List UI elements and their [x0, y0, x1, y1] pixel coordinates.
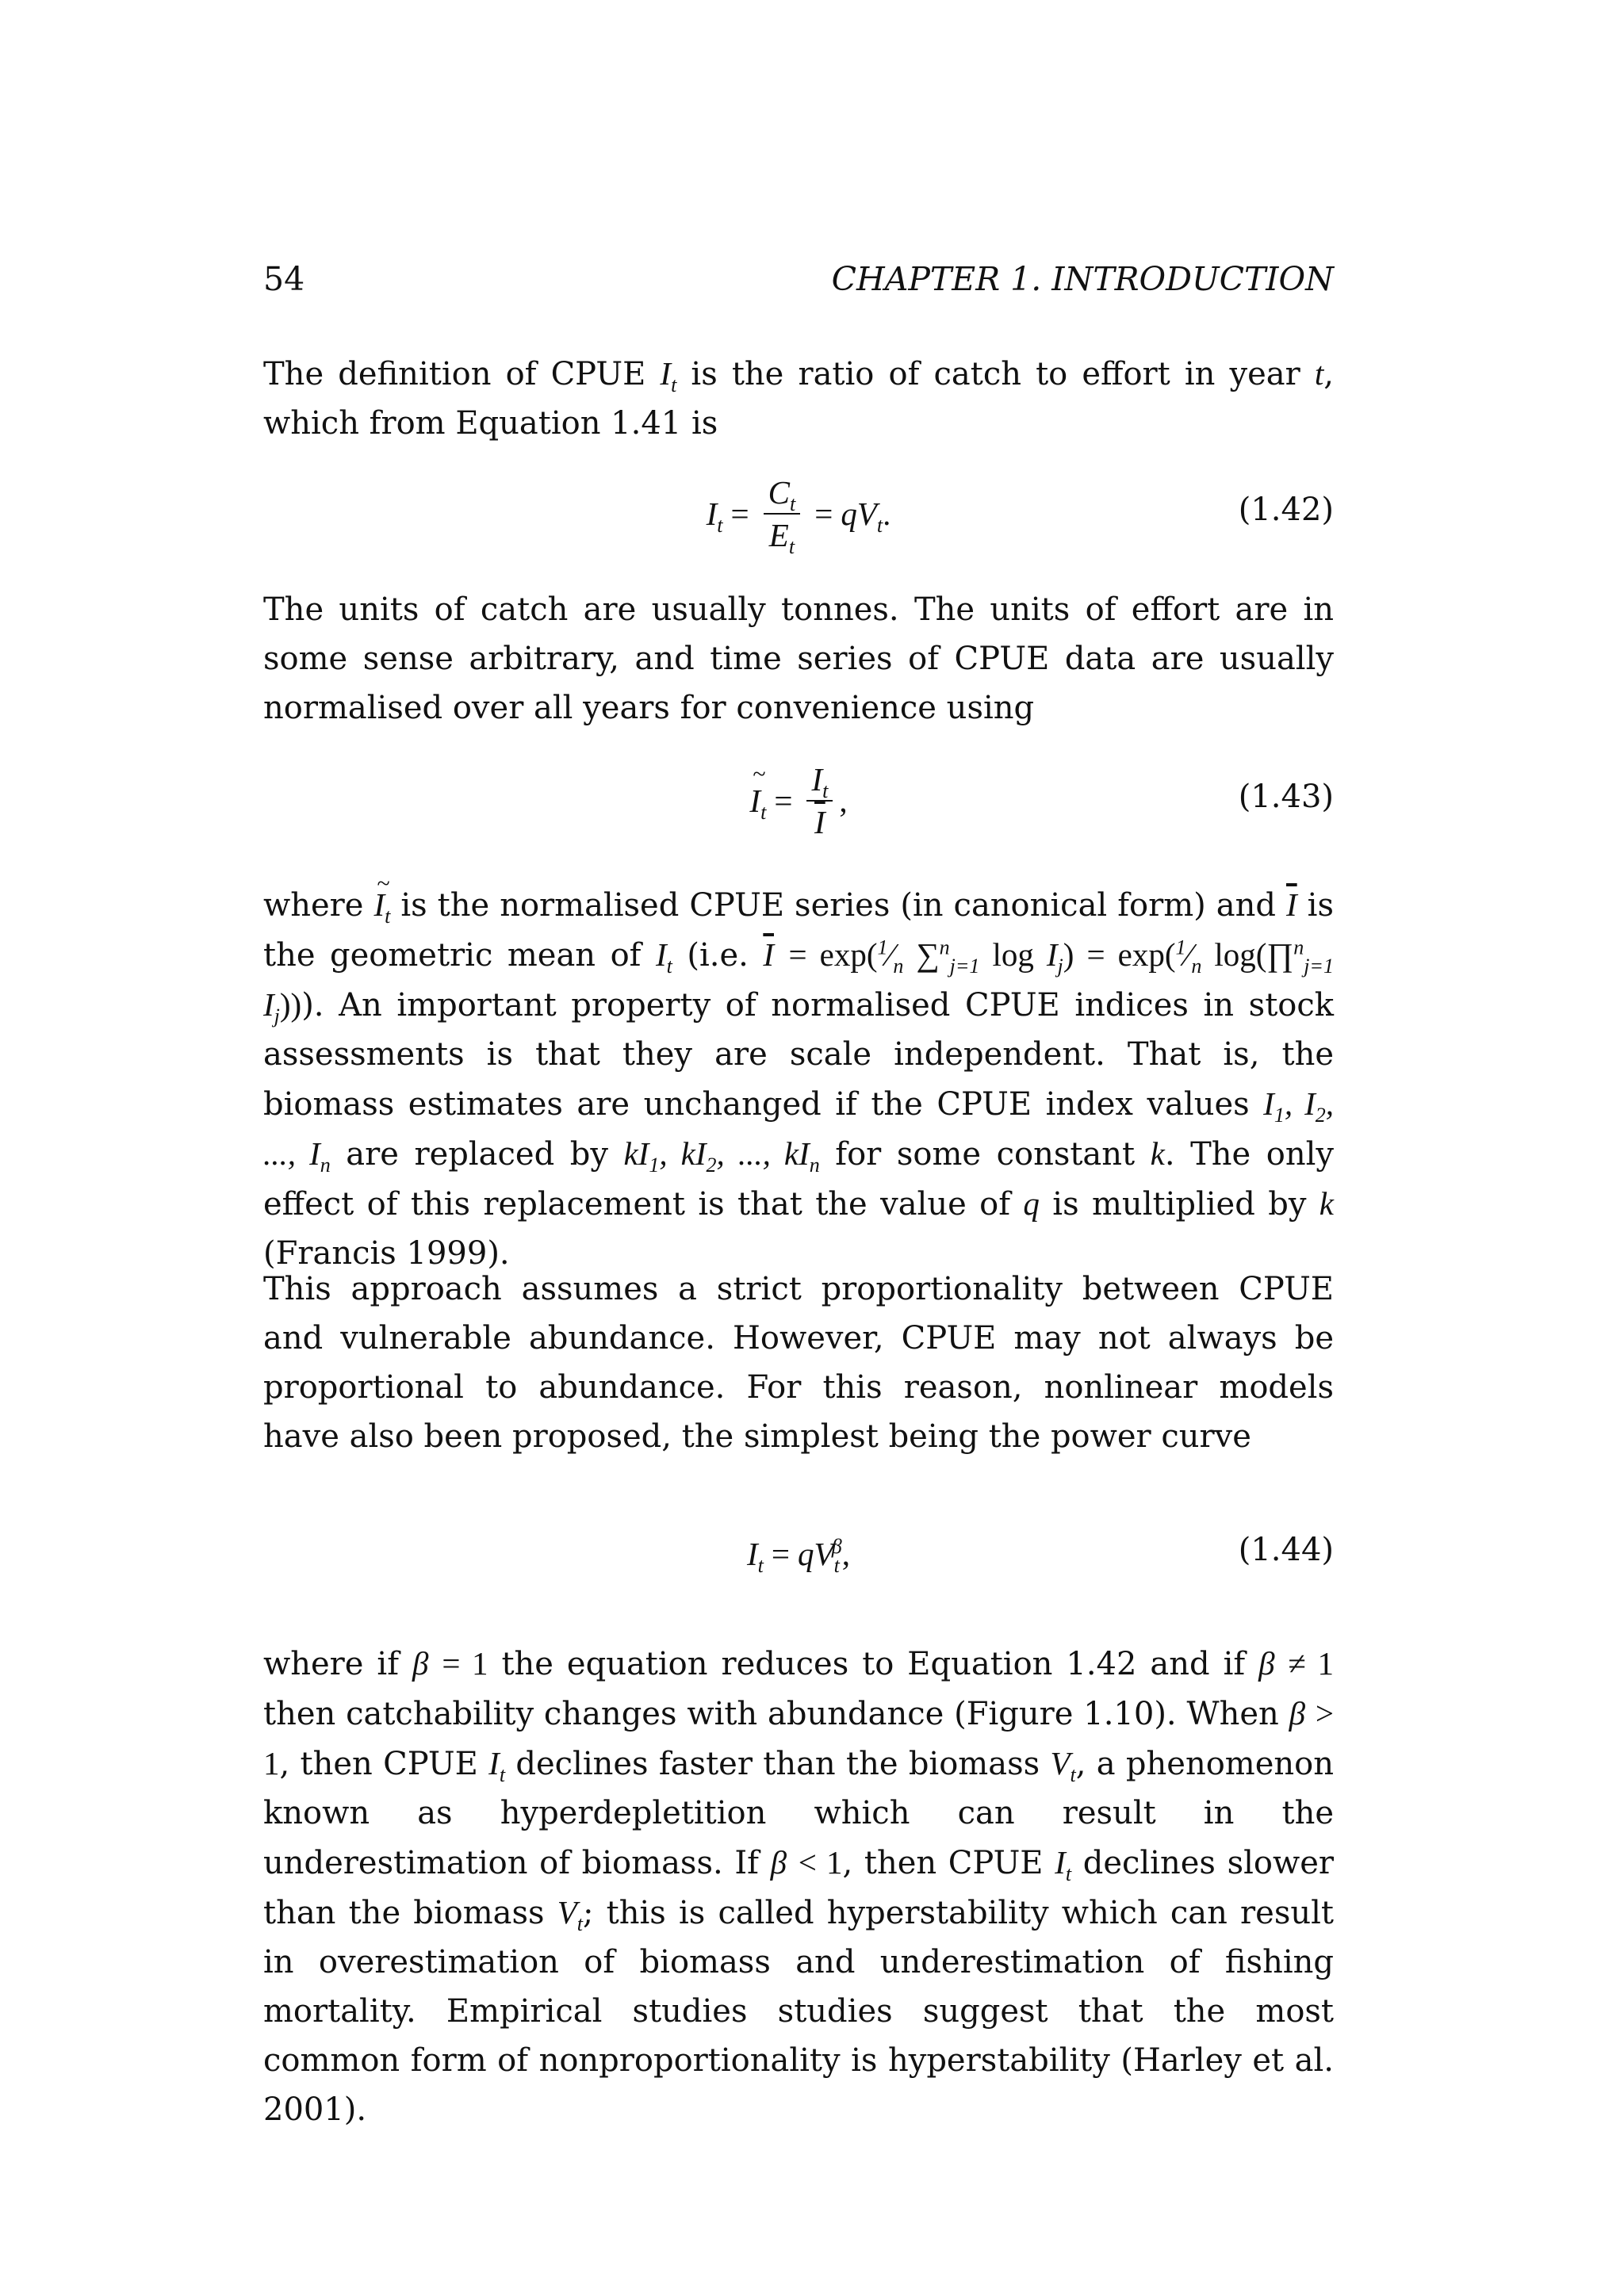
text-run: where — [263, 887, 374, 924]
paragraph-proportionality: This approach assumes a strict proportionality between CPUE and vulnerable abundance. However, CPUE may not always be proportional to abundance. For this reason, nonlinear models have also been proposed, the simplest being the power curve — [263, 1271, 1334, 1455]
text-run: then catchability changes with abundance (Figure 1.10). When — [263, 1696, 1289, 1732]
text-run: , then CPUE — [279, 1746, 489, 1782]
equation-1-43: ~ $I_t$ = $\frac{I_t}{I}$ , (1.43) — [263, 753, 1334, 848]
text-run: for some constant — [819, 1136, 1151, 1173]
equation-number: (1.44) — [1238, 1532, 1334, 1568]
running-header — [263, 260, 1334, 303]
text-run: , a phenomenon known as hyperdepletition which can result in the underestimation of biomass. If — [263, 1746, 1335, 1881]
paragraph-normalised-cpue: where ~ $I_t$ is the normalised CPUE series (in canonical form) and $\overline{I}$ is the geometric mean of $I_t$ (i.e. $\overline{I}$ = $\exp(^1⁄_n$ ∑$^n_{j=1}$ $\log I_j$) = $\exp(^1⁄_n$ log(∏$^n_{j=1}$ $I_j$))). An important property of normalised CPUE indices in stock assessments is that they are scale independent. That is, the biomass estimates are unchanged if the CPUE index values $I_1$, $I_2$, ..., $I_n$ are replaced by $kI_1$, $kI_2$, ..., $kI_n$ for some constant k. The only effect of this replacement is that the value of q is multiplied by k (Francis 1999). — [263, 880, 1334, 1278]
text-run: , then CPUE — [842, 1845, 1055, 1881]
paragraph-cpue-definition: The definition of CPUE $I_t$ is the ratio of catch to effort in year t, which from Equation 1.41 is — [263, 355, 1334, 442]
text-run: . The only effect of this replacement is that the value of — [263, 1136, 1334, 1223]
text-run: declines slower than the biomass — [263, 1845, 1335, 1931]
text-run: where if — [263, 1646, 412, 1682]
text-run: (i.e. — [672, 937, 764, 974]
text-run: are replaced by — [330, 1136, 624, 1173]
equation-number: (1.43) — [1238, 779, 1334, 815]
text-run: ; this is called hyperstability which can result in overestimation of biomass and underestimation of fishing mortality. Empirical studies studies suggest that the most common form of nonproportionality is hyperstability (Harley et al. 2001). — [263, 1895, 1334, 2128]
text-run: the equation reduces to Equation 1.42 and if — [488, 1646, 1259, 1682]
equation-number: (1.42) — [1238, 492, 1334, 528]
text-run: is the ratio of catch to effort in year — [676, 356, 1315, 392]
equation-1-42: $I_t$ = $\frac{C_t}{E_t}$ = $qV_t$ . (1.42) — [706, 474, 1334, 559]
page-number: 54 — [263, 260, 305, 298]
equation-1-44: $I_t$ = $qV_t^\beta$ , (1.44) — [747, 1532, 1334, 1578]
text-run: The definition of CPUE — [263, 356, 661, 392]
text-run: is the normalised CPUE series (in canonical form) and — [390, 887, 1286, 924]
chapter-title: CHAPTER 1. INTRODUCTION — [831, 260, 1334, 298]
text-run: ). An important property of normalised CPUE indices in stock assessments is that they are scale independent. That is, the biomass estimates are unchanged if the CPUE index values — [263, 987, 1334, 1123]
text-run: is multiplied by — [1039, 1186, 1320, 1223]
paragraph-hyperstability: where if β = 1 the equation reduces to Equation 1.42 and if β ≠ 1 then catchability changes with abundance (Figure 1.10). When β > 1, then CPUE $I_t$ declines faster than the biomass $V_t$, a phenomenon known as hyperdepletition which can result in the underestimation of biomass. If β < 1, then CPUE $I_t$ declines slower than the biomass $V_t$; this is called hyperstability which can result in overestimation of biomass and underestimation of fishing mortality. Empirical studies studies suggest that the most common form of nonproportionality is hyperstability (Harley et al. 2001). — [263, 1645, 1335, 2128]
text-run: (Francis 1999). — [263, 1235, 510, 1272]
text-run: declines faster than the biomass — [505, 1746, 1051, 1782]
paragraph-units: The units of catch are usually tonnes. The units of effort are in some sense arbitrary, and time series of CPUE data are usually normalised over all years for convenience using — [263, 591, 1334, 726]
text-run: is the geometric mean of — [263, 887, 1334, 974]
text-run: , which from Equation 1.41 is — [263, 356, 1334, 442]
